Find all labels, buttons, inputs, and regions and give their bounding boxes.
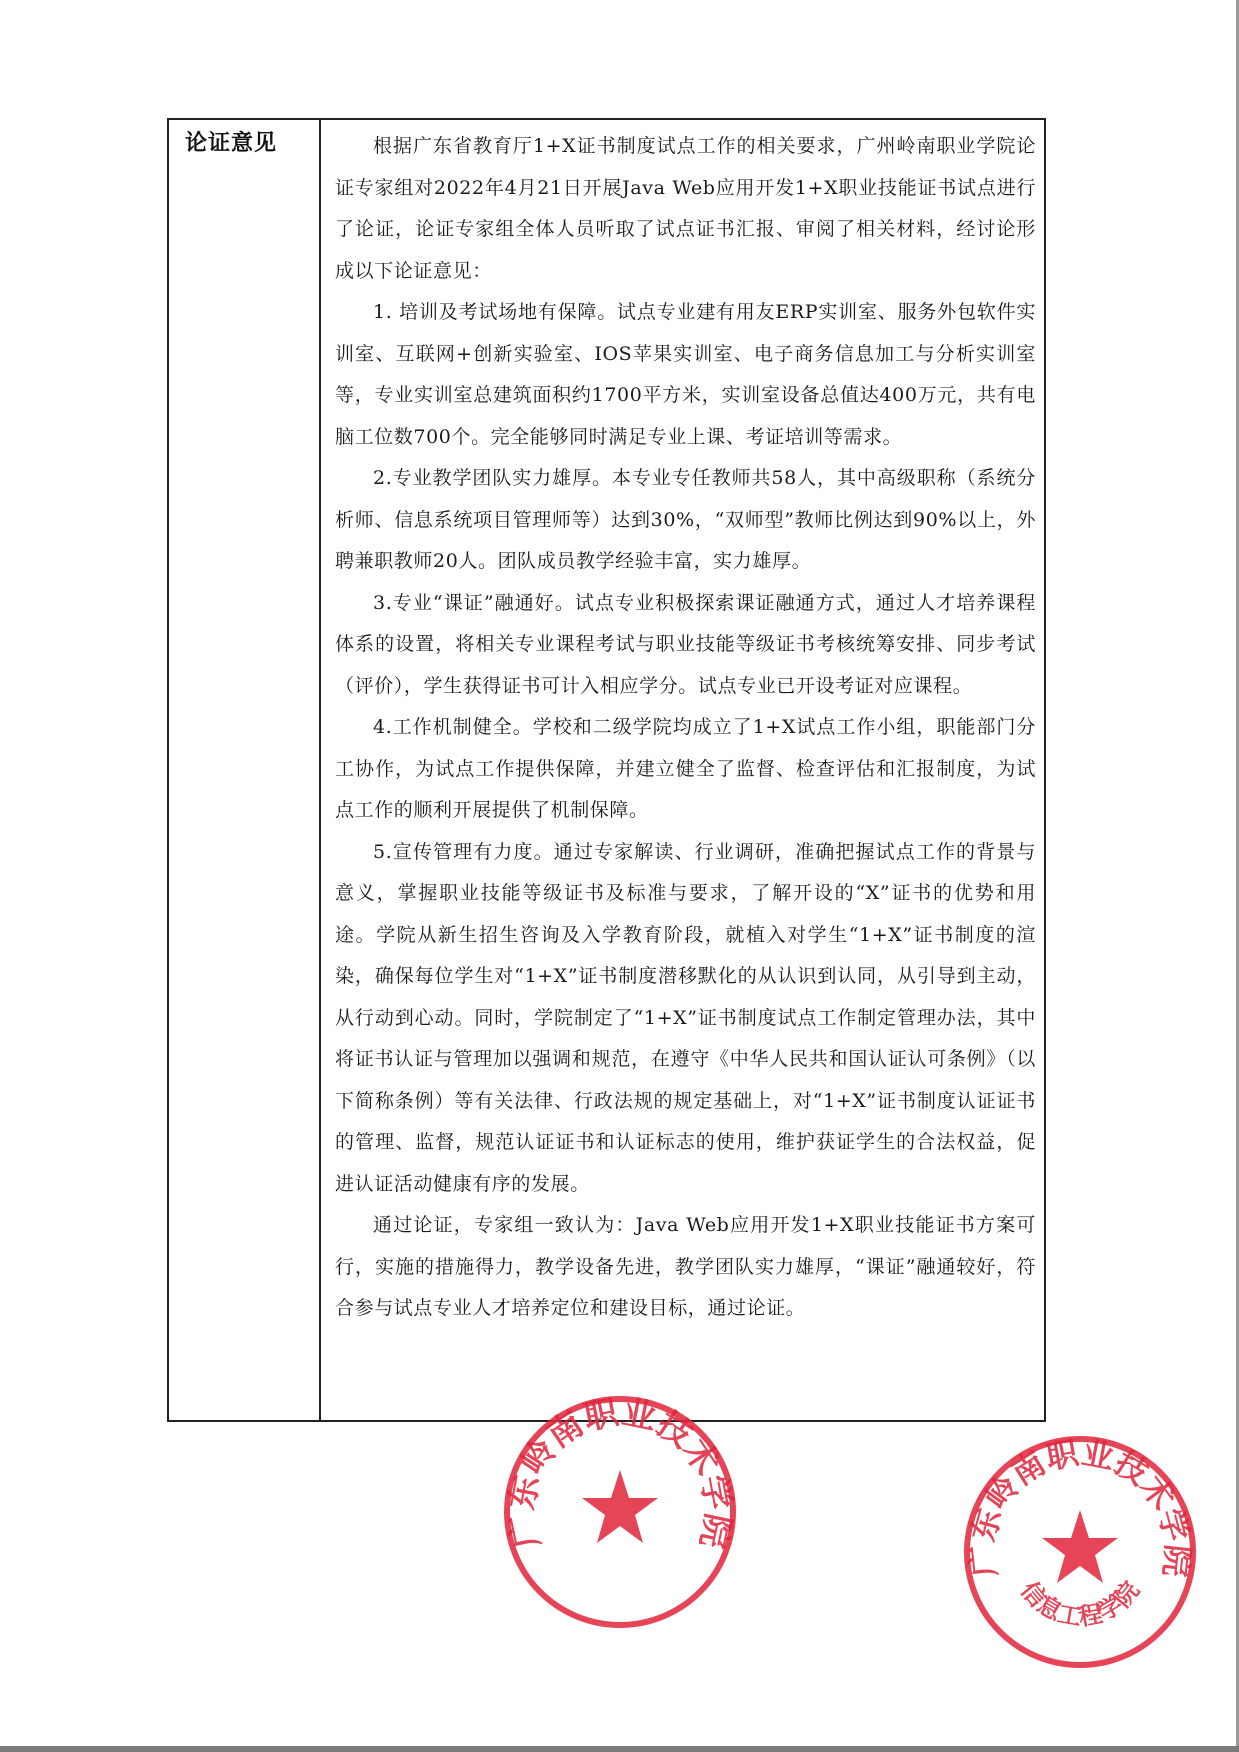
paragraph-2: 2.专业教学团队实力雄厚。本专业专任教师共58人，其中高级职称（系统分析师、信息系统项目管理师等）达到30%，“双师型”教师比例达到90%以上，外聘兼职教师20人。团队成员教学经验丰富，实力雄厚。 [335,467,1036,572]
seal-right-subtext: 信息工程学院 [1015,1575,1145,1632]
seal-left [500,1392,740,1632]
paragraph-5: 5.宣传管理有力度。通过专家解读、行业调研，准确把握试点工作的背景与意义，掌握职业技能等级证书及标准与要求，了解开设的“X”证书的优势和用途。学院从新生招生咨询及入学教育阶段，就植入对学生“1+X”证书制度的渲染，确保每位学生对“1+X”证书制度潜移默化的从认识到认同，从引导到主动，从行动到心动。同时，学院制定了“1+X”证书制度试点工作制定管理办法，其中将证书认证与管理加以强调和规范，在遵守《中华人民共和国认证认可条例》（以下简称条例）等有关法律、行政法规的规定基础上，对“1+X”证书制度认证证书的管理、监督，规范认证证书和认证标志的使用，维护获证学生的合法权益，促进认证活动健康有序的发展。 [335,840,1036,1195]
paragraph-1: 1. 培训及考试场地有保障。试点专业建有用友ERP实训室、服务外包软件实训室、互联网+创新实验室、IOS苹果实训室、电子商务信息加工与分析实训室等，专业实训室总建筑面积约1700平方米，实训室设备总值达400万元，共有电脑工位数700个。完全能够同时满足专业上课、考证培训等需求。 [335,301,1036,448]
paragraph-conclusion: 通过论证，专家组一致认为：Java Web应用开发1+X职业技能证书方案可行，实施的措施得力，教学设备先进，教学团队实力雄厚，“课证”融通较好，符合参与试点专业人才培养定位和建设目标，通过论证。 [335,1214,1036,1319]
label-opinion: 论证意见 [185,131,278,156]
paragraph-4: 4.工作机制健全。学校和二级学院均成立了1+X试点工作小组，职能部门分工协作，为试点工作提供保障，并建立健全了监督、检查评估和汇报制度，为试点工作的顺利开展提供了机制保障。 [335,716,1036,821]
opinion-table [167,118,1046,1422]
label-cell [169,120,321,1420]
seal-right [960,1432,1200,1672]
svg-text:信息工程学院 [1015,1576,1145,1632]
content-cell [321,120,1044,1420]
paragraph-3: 3.专业“课证”融通好。试点专业积极探索课证融通方式，通过人才培养课程体系的设置，将相关专业课程考试与职业技能等级证书考核统筹安排、同步考试（评价），学生获得证书可计入相应学分。试点专业已开设考证对应课程。 [335,591,1036,697]
seal-left-graphic [500,1392,740,1632]
scan-edge-bottom [0,1746,1239,1752]
seal-right-text: 广东岭南职业技术学院 [962,1433,1198,1579]
paragraph-intro: 根据广东省教育厅1+X证书制度试点工作的相关要求，广州岭南职业学院论证专家组对2022年4月21日开展Java Web应用开发1+X职业技能证书试点进行了论证，论证专家组全体人员听取了试点证书汇报、审阅了相关材料，经讨论形成以下论证意见： [335,135,1036,282]
seal-right-graphic [960,1432,1200,1672]
star-icon [1042,1510,1118,1583]
seal-left-text: 广东岭南职业技术学院 [501,1392,739,1552]
star-icon [582,1470,658,1543]
